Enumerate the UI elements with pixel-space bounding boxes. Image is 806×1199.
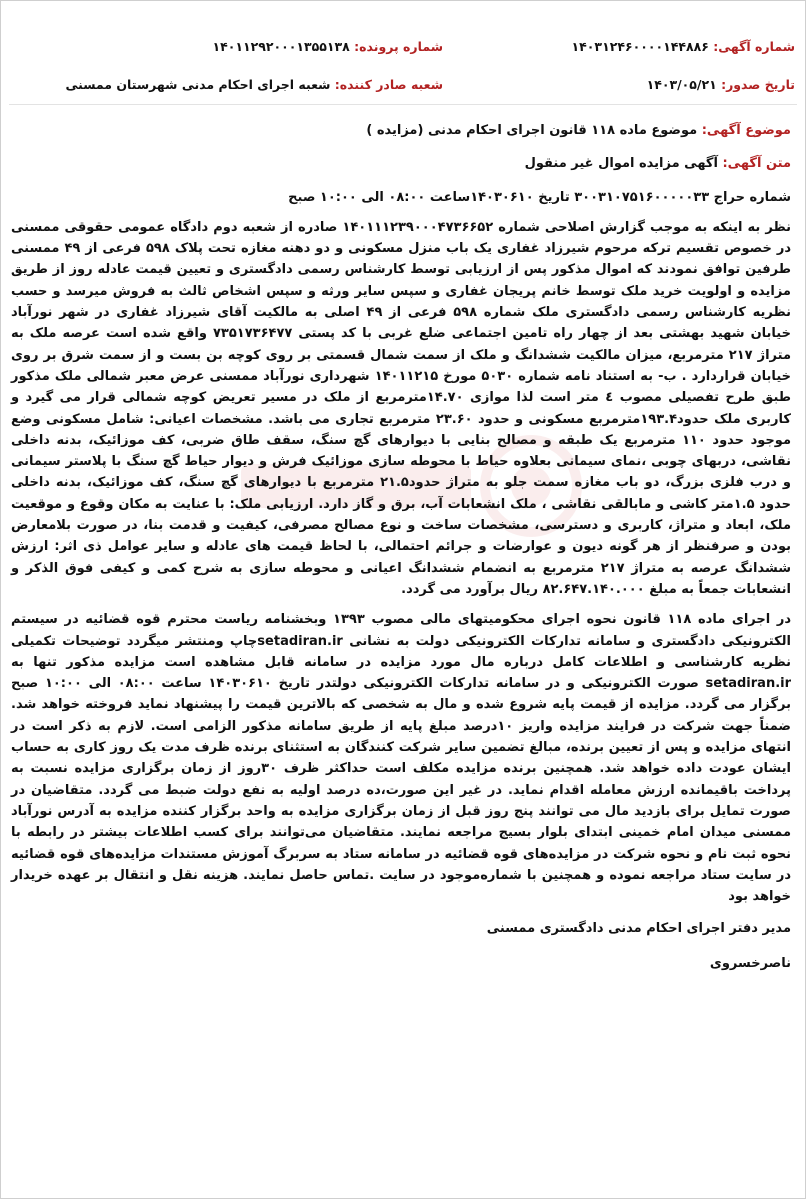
issue-date: ۱۴۰۳/۰۵/۲۱ — [646, 77, 717, 92]
header-divider — [9, 104, 797, 105]
site-url-link-2[interactable]: setadiran.ir — [705, 676, 792, 692]
terms-part-2: چاپ ومنتشر میگردد توضیحات تکمیلی نظریه کارشناسی و اطلاعات کامل درباره مال مورد مزایده در سامانه قابل مشاهده است مزایده مذکور تنها به — [11, 633, 791, 670]
signature-name: ناصرخسروی — [709, 955, 791, 971]
terms-part-3: صورت الکترونیکی و در سامانه تدارکات الکترونیکی دولتدر تاریخ ۱۴۰۳۰۶۱۰ ساعت ۰۸:۰۰ الی ۱۰:۰۰ صبح برگزار می گردد. مزایده از قیمت پایه شروع شده و مال به شخصی که بالاترین قیمت را پیشنهاد نماید فروخته خواهد شد. ضمناً جهت شرکت در فرایند مزایده واریز ۱۰درصد مبلغ پایه از طریق سامانه مذکور الزامی است. لازم به ذکر است در انتهای مزایده و پس از تعیین برنده، مبالغ تضمین سایر شرکت کنندگان به استثنای برنده ظرف مدت یک روز کاری به حساب ایشان عودت داده خواهد شد. همچنین برنده مزایده مکلف است حداکثر ظرف ۳۰روز از زمان برگزاری مزایده نسبت به پرداخت باقیمانده ارزش معامله اقدام نماید. در غیر این صورت،ده درصد اولیه به نفع دولت ضبط می گردد. متقاضیان در صورت تمایل برای بازدید مال می توانند پنج روز قبل از زمان برگزاری مزایده به واحد برگزار کننده مزایده به آدرس نورآباد ممسنی میدان امام خمینی ابتدای بلوار بسیج مراجعه نمایند. متقاضیان می‌توانند برای کسب اطلاعات بیشتر در رابطه با نحوه ثبت نام و نحوه شرکت در مزایده‌های قوه قضائیه در سامانه ستاد به سربرگ آموزش مستندات مزایده‌های قوه قضائیه در سایت ستاد مراجعه نموده و همچنین با شماره‌موجود در سایت .تماس حاصل نمایند. هزینه نقل و انتقال بر عهده خریدار خواهد بود — [11, 676, 791, 905]
ad-number: ۱۴۰۳۱۲۴۶۰۰۰۰۱۴۴۸۸۶ — [571, 39, 709, 54]
ad-text-row — [11, 153, 791, 174]
subject-value: موضوع ماده ۱۱۸ قانون اجرای احکام مدنی (مزایده ) — [366, 123, 698, 138]
ad-text-value: آگهی مزایده اموال غیر منقول — [524, 156, 718, 172]
site-url-link[interactable]: setadiran.ir — [257, 633, 343, 649]
ad-text-label: متن آگهی: — [722, 156, 791, 172]
issuer: شعبه اجرای احکام مدنی شهرستان ممسنی — [65, 77, 331, 92]
ad-number-row — [572, 39, 795, 54]
case-number-row — [212, 39, 443, 54]
subject-row — [11, 120, 791, 141]
issuer-row — [65, 77, 443, 92]
ad-number-label: شماره آگهی: — [713, 39, 795, 54]
terms-part-1: در اجرای ماده ۱۱۸ قانون نحوه اجرای محکومیتهای مالی مصوب ۱۳۹۳ وبخشنامه ریاست محترم قوه قضائیه در سیستم الکترونیکی دادگستری و سامانه تدارکات الکترونیکی دولت به نشانی — [11, 612, 792, 649]
subject-label: موضوع آگهی: — [701, 123, 791, 138]
issue-date-label: تاریخ صدور: — [721, 77, 795, 92]
issuer-label: شعبه صادر کننده: — [334, 77, 443, 92]
auction-terms-paragraph — [11, 609, 791, 907]
issue-date-row — [647, 77, 795, 92]
valuation-paragraph: نظر به اینکه به موجب گزارش اصلاحی شماره ۱۴۰۱۱۱۲۳۹۰۰۰۴۷۳۶۶۵۲ صادره از شعبه دوم دادگاه عمومی حقوقی ممسنی در خصوص تقسیم ترکه مرحوم شیرزاد غفاری یک باب منزل مسکونی و دو دهنه مغازه تحت پلاک ۵۹۸ فرعی از ۴۹ ممسنی طرفین توافق نمودند که اموال مذکور پس از ارزیابی توسط کارشناس رسمی دادگستری و تعیین قیمت عادله روز از طریق مزایده و اولویت خرید ملک توسط خانم پریجان غفاری و سپس سایر ورثه و سپس اشخاص ثالث به فروش میرسد و حسب نظریه کارشناس رسمی دادگستری ملک شماره ۵۹۸ فرعی از ۴۹ اصلی به مالکیت آقای شیرزاد غفاری در شهر نورآباد خیابان شهید بهشتی بعد از چهار راه تامین اجتماعی ضلع غربی با کد پستی ۷۳۵۱۷۳۶۴۷۷ واقع شده است عرصه ملک به متراژ ۲۱۷ مترمربع، میزان مالکیت ششدانگ و ملک از سمت شمال قسمتی بر روی کوچه بن بست و از سمت شرق بر روی خیابان قراردارد . ب- به استناد نامه شماره ۵۰۳۰ مورخ ۱۴۰۱۱۲۱۵ شهرداری نورآباد ممسنی عرض معبر شمالی ملک مذکور طبق طرح تفصیلی مصوب ٤ متر است لذا موازی ۱۴.۷۰مترمربع از ملک در مسیر تعریض کوچه شمالی قرار می گیرد و کاربری ملک حدود۱۹۳.۴مترمربع مسکونی و حدود ۲۳.۶۰ مترمربع تجاری می باشد. مشخصات اعیانی: شامل مسکونی وضع موجود حدود ۱۱۰ مترمربع یک طبقه و مصالح بنایی با دیوارهای گچ سنگ، سقف طاق ضربی، کف موزائیک، بدنه داخلی نقاشی، دربهای چوبی ،نمای سیمانی بعلاوه حیاط با محوطه سازی موزائیک فرش و دیوار حیاط گچ سنگ با پلاستر سیمانی و درب فلزی بزرگ، دو باب مغازه سمت جلو به متراژ حدود۲۱.۵ مترمربع با دیوارهای گچ سنگ، کف موزائیک، بدنه داخلی حدود ۱.۵متر کاشی و مابالقی نقاشی ، ملک انشعابات آب، برق و گاز دارد. ارزیابی ملک: با عنایت به مکان وقوع و موقعیت ملک، ابعاد و متراژ، کاربری و دسترسی، مشخصات ساخت و نوع مصالح مصرفی، کیفیت و قدمت بنا، در صورت بلامعارض بودن و صرفنظر از هر گونه دیون و عوارضات و جرائم احتمالی، با لحاظ قیمت های عادله و سایر عوامل ذی اثر: ارزش ششدانگ عرصه به متراژ ۲۱۷ مترمربع به انضمام ششدانگ اعیانی و محوطه سازی به شرح کمی و کیفی فوق الذکر و انشعابات جمعاً به مبلغ ۸۲.۶۴۷.۱۴۰.۰۰۰ ریال برآورد می گردد. — [11, 219, 792, 597]
signature-title: مدیر دفتر اجرای احکام مدنی دادگستری ممسنی — [486, 921, 791, 937]
case-number-label: شماره پرونده: — [354, 39, 443, 54]
case-number: ۱۴۰۱۱۲۹۲۰۰۰۱۳۵۵۱۳۸ — [212, 39, 350, 54]
notice-content — [11, 120, 791, 974]
auction-line: شماره حراج ۳۰۰۳۱۰۷۵۱۶۰۰۰۰۰۳۳ تاریخ ۱۴۰۳۰۶۱۰ساعت ۰۸:۰۰ الی ۱۰:۰۰ صبح — [288, 189, 791, 205]
